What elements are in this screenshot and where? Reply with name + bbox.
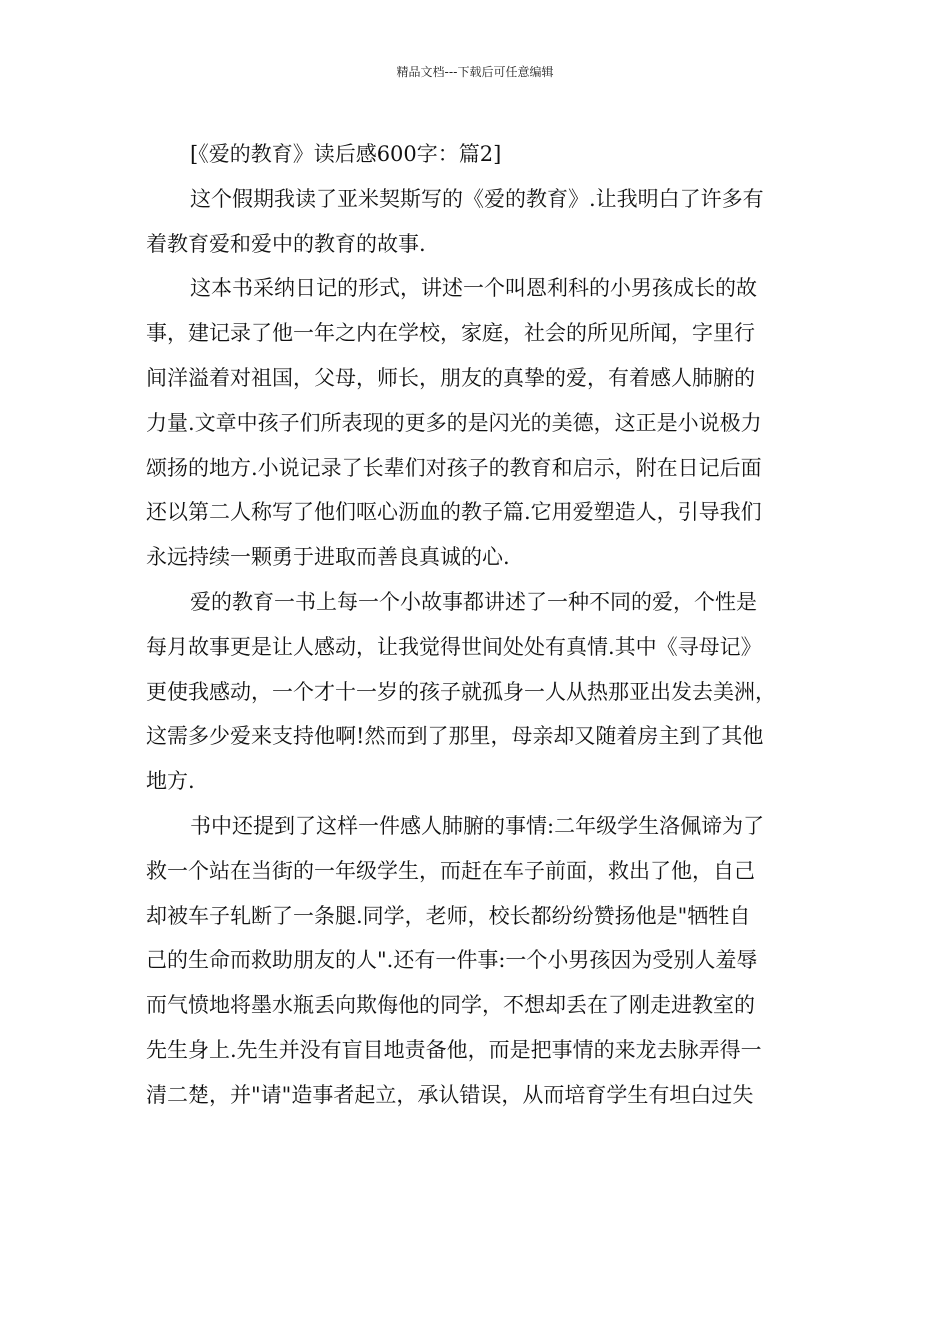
document-body (146, 132, 812, 1118)
text-line: 永远持续一颗勇于进取而善良真诚的心. (146, 545, 510, 570)
text-line: 每月故事更是让人感动，让我觉得世间处处有真情.其中《寻母记》 (146, 634, 762, 659)
document-heading (146, 132, 812, 177)
text-line: 力量.文章中孩子们所表现的更多的是闪光的美德，这正是小说极力 (146, 410, 762, 435)
text-line: 地方. (146, 769, 195, 794)
text-line: 而气愤地将墨水瓶丢向欺侮他的同学，不想却丢在了刚走进教室的 (146, 993, 755, 1018)
text-line: 救一个站在当街的一年级学生，而赶在车子前面，救出了他，自己 (146, 858, 755, 883)
page-header: 精品文档---下载后可任意编辑 (396, 65, 554, 79)
text-line: 这需多少爱来支持他啊!然而到了那里，母亲却又随着房主到了其他 (146, 724, 764, 749)
text-line: 先生身上.先生并没有盲目地责备他，而是把事情的来龙去脉弄得一 (146, 1037, 762, 1062)
paragraph-4 (146, 804, 812, 1118)
text-line: 己的生命而救助朋友的人".还有一件事:一个小男孩因为受别人羞辱 (146, 948, 758, 973)
paragraph-1 (146, 177, 812, 267)
text-line: 书中还提到了这样一件感人肺腑的事情:二年级学生洛佩谛为了 (190, 813, 765, 838)
text-line: 更使我感动，一个才十一岁的孩子就孤身一人从热那亚出发去美洲， (146, 679, 776, 704)
text-line: 这本书采纳日记的形式，讲述一个叫恩利科的小男孩成长的故 (190, 276, 757, 301)
heading-line: [《爱的教育》读后感600字：篇2] (190, 142, 502, 166)
paragraph-2 (146, 266, 812, 580)
text-line: 着教育爱和爱中的教育的故事. (146, 231, 426, 256)
text-line: 颂扬的地方.小说记录了长辈们对孩子的教育和启示，附在日记后面 (146, 455, 762, 480)
text-line: 清二楚，并"请"造事者起立，承认错误，从而培育学生有坦白过失 (146, 1082, 754, 1107)
text-line: 这个假期我读了亚米契斯写的《爱的教育》.让我明白了许多有 (190, 186, 764, 211)
text-line: 爱的教育一书上每一个小故事都讲述了一种不同的爱，个性是 (190, 589, 757, 614)
text-line: 还以第二人称写了他们呕心沥血的教子篇.它用爱塑造人，引导我们 (146, 500, 762, 525)
paragraph-3 (146, 580, 812, 804)
text-line: 间洋溢着对祖国，父母，师长，朋友的真挚的爱，有着感人肺腑的 (146, 365, 755, 390)
text-line: 事，建记录了他一年之内在学校，家庭，社会的所见所闻，字里行 (146, 321, 755, 346)
text-line: 却被车子轧断了一条腿.同学，老师，校长都纷纷赞扬他是"牺牲自 (146, 903, 751, 928)
